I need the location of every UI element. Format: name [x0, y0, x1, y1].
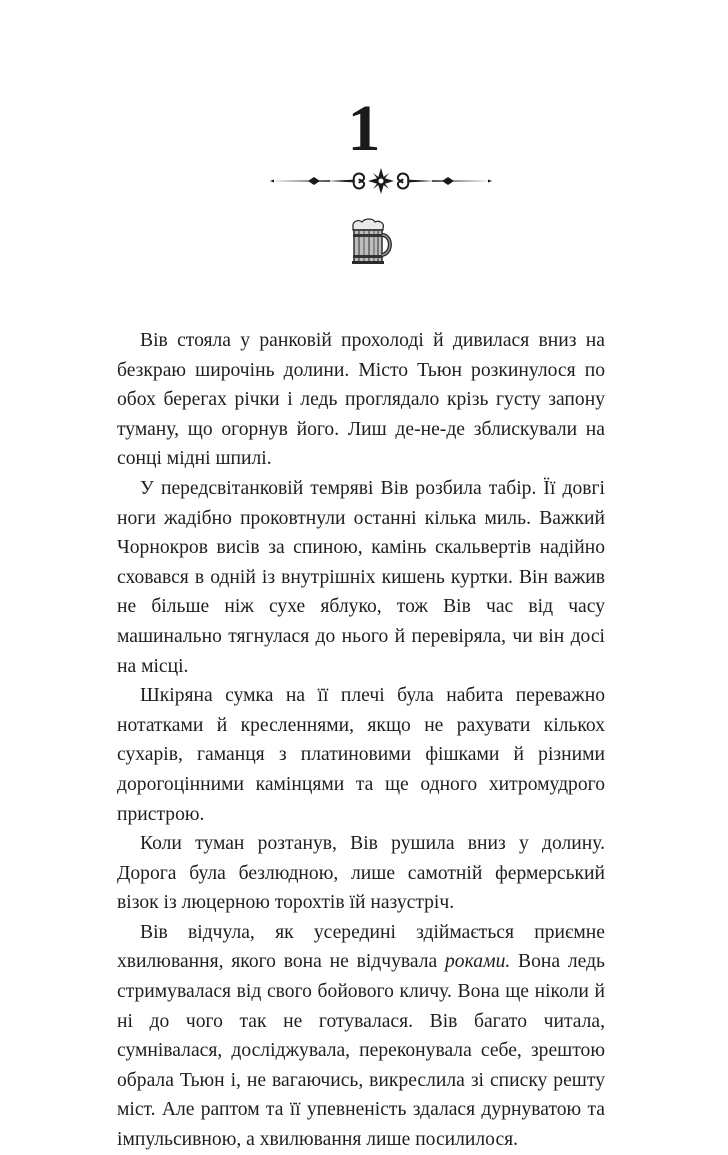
- chapter-text: [117, 326, 605, 1155]
- emphasis-text: роками.: [445, 951, 511, 973]
- paragraph: [117, 918, 605, 1155]
- paragraph: Шкіряна сумка на її плечі була набита переважно нотатками й кресленнями, якщо не рахувати кількох сухарів, гаманця з платиновими фішками й різними дорогоцінними камінцями та ще одного хитромудрого пристрою.: [117, 685, 605, 825]
- paragraph: Вів стояла у ранковій прохолоді й дивилася вниз на безкраю широчінь долини. Місто Тьюн розкинулося по обох берегах річки і ледь проглядало крізь густу запону туману, що огорнув його. Лиш де-не-де зблискували на сонці мідні шпилі.: [117, 330, 605, 470]
- flourish-divider-icon: [268, 167, 494, 195]
- paragraph: У передсвітанковій темряві Вів розбила табір. Її довгі ноги жадібно проковтнули останні кілька миль. Важкий Чорнокров висів за спиною, камінь скальвертів надійно сховався в одній із внутрішніх кишень куртки. Він важив не більше ніж сухе яблуко, тож Вів час від часу машинально тягнулася до нього й перевіряла, чи він досі на місці.: [117, 477, 605, 677]
- paragraph: Коли туман розтанув, Вів рушила вниз у долину. Дорога була безлюдною, лише самотній фермерський візок із люцерною торохтів їй назустріч.: [117, 833, 605, 914]
- beer-mug-icon: [347, 217, 393, 267]
- paragraph-text: Вів відчула, як усередині здіймається приємне хвилювання, якого вона не відчувала: [117, 921, 605, 973]
- paragraph-text: Вона ледь стримувалася від свого бойового кличу. Вона ще ніколи й ні до чого так не готувалася. Вів багато читала, сумнівалася, досліджувала, переконувала себе, зрештою обрала Тьюн і, не вагаючись, викреслила зі списку решту міст. Але раптом та її упевненість здалася дурнуватою та імпульсивною, а хвилювання лише посилилося.: [117, 951, 605, 1151]
- chapter-number: 1: [347, 92, 381, 165]
